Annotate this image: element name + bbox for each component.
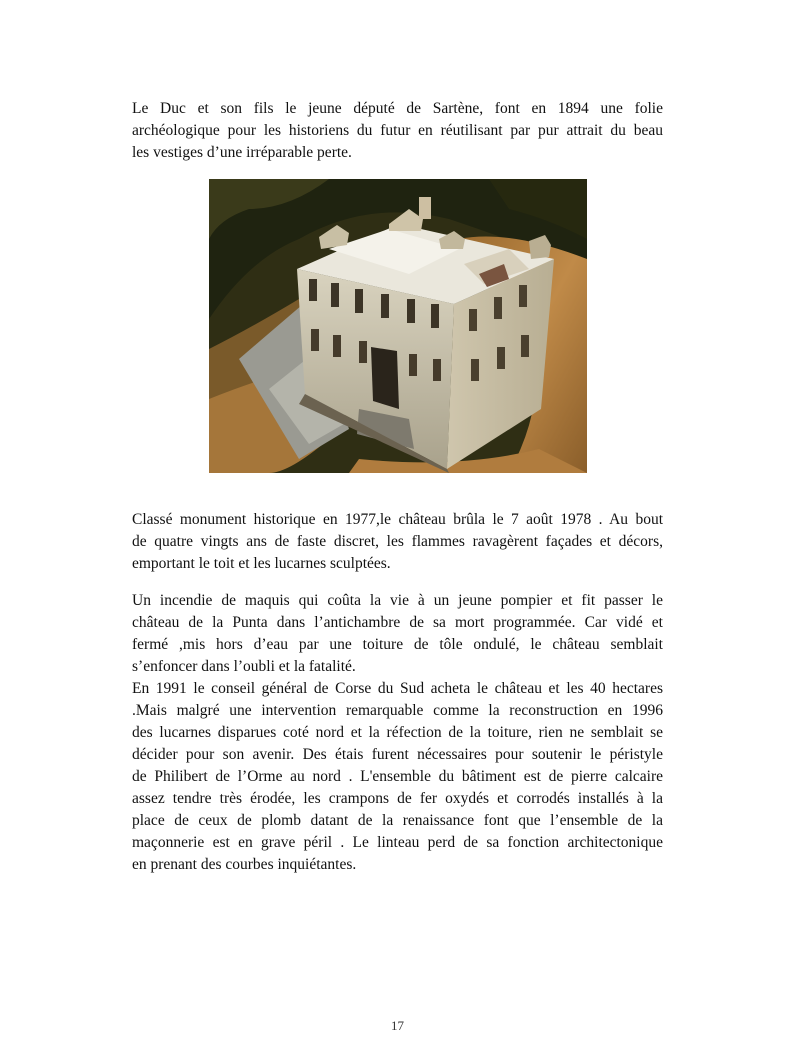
text-line: place de ceux de plomb datant de la renaissance font que l’ensemble de la (132, 812, 663, 829)
text-line: assez tendre très érodée, les crampons de fer oxydés et corrodés installés à la (132, 790, 663, 807)
paragraph-council (132, 678, 663, 876)
text-line: s’enfoncer dans l’oubli et la fatalité. (132, 658, 356, 675)
text-line: Un incendie de maquis qui coûta la vie à un jeune pompier et fit passer le (132, 592, 663, 609)
text-line: en prenant des courbes inquiétantes. (132, 856, 357, 873)
text-line: des lucarnes disparues coté nord et la réfection de la toiture, rien ne semblait se (132, 724, 663, 741)
text-line: fermé ,mis hors d’eau par une toiture de tôle ondulé, le château semblait (132, 636, 663, 653)
text-line: château de la Punta dans l’antichambre de sa mort programmée. Car vidé et (132, 614, 663, 631)
text-line: de quatre vingts ans de faste discret, les flammes ravagèrent façades et décors, (132, 533, 663, 550)
paragraph-intro (132, 98, 663, 164)
page-number: 17 (391, 1018, 404, 1033)
paragraph-maquis (132, 590, 663, 678)
text-line: Classé monument historique en 1977,le château brûla le 7 août 1978 . Au bout (132, 511, 663, 528)
text-line: Le Duc et son fils le jeune député de Sartène, font en 1894 une folie (132, 100, 663, 117)
text-line: En 1991 le conseil général de Corse du Sud acheta le château et les 40 hectares (132, 680, 663, 697)
paragraph-fire (132, 509, 663, 575)
text-line: .Mais malgré une intervention remarquable comme la reconstruction en 1996 (132, 702, 663, 719)
text-line: décider pour son avenir. Des étais furent nécessaires pour soutenir le péristyle (132, 746, 663, 763)
text-line: de Philibert de l’Orme au nord . L'ensemble du bâtiment est de pierre calcaire (132, 768, 663, 785)
text-line: les vestiges d’une irréparable perte. (132, 144, 352, 161)
text-line: archéologique pour les historiens du futur en réutilisant par pur attrait du beau (132, 122, 663, 139)
text-line: maçonnerie est en grave péril . Le linteau perd de sa fonction architectonique (132, 834, 663, 851)
chateau-photo (209, 179, 587, 473)
text-line: emportant le toit et les lucarnes sculptées. (132, 555, 391, 572)
